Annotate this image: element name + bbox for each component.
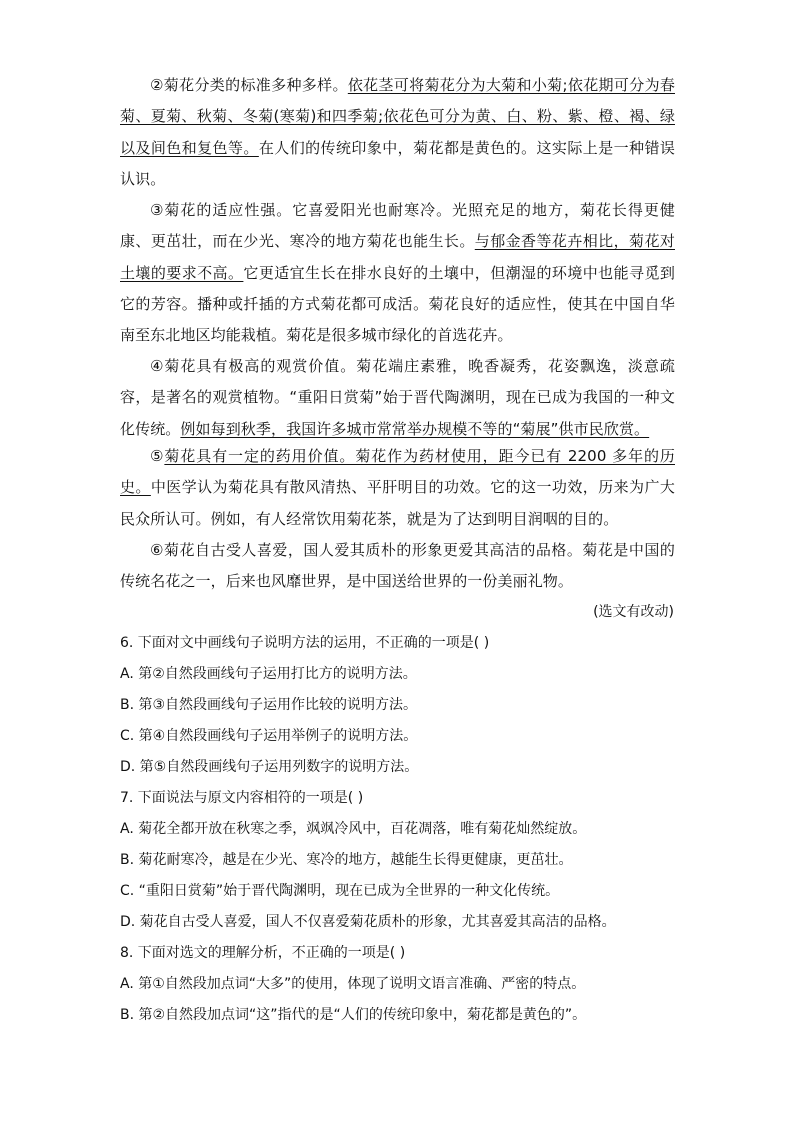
question-6-option-c: C. 第④自然段画线句子运用举例子的说明方法。: [120, 728, 418, 744]
p2-text-2: 在人们的传统印象中，菊花都是黄色的。这实际上是一种错误认识。: [120, 138, 676, 188]
p3-text-2: 它更适宜生长在排水良好的土壤中，但潮湿的环境中也能寻觅到它的芳容。播种或扦插的方式菊花都可成活。菊花良好的适应性，使其在中国自华南至东北地区均能栽植。菊花是很多城市绿化的首选花卉。: [120, 263, 675, 345]
paragraph-4: [120, 351, 675, 445]
paragraph-5: [120, 441, 675, 535]
paragraph-2: [120, 70, 675, 195]
p5-number: ⑤: [150, 447, 165, 465]
p2-text-1: ②菊花分类的标准多种多样。: [150, 76, 348, 94]
p2-underlined-sentence: 依花茎可将菊花分为大菊和小菊;依花期可分为春菊、夏菊、秋菊、冬菊(寒菊)和四季菊;依花色可分为黄、白、粉、紫、橙、褐、绿以及间色和复色等。: [120, 76, 675, 157]
question-6-option-a: A. 第②自然段画线句子运用打比方的说明方法。: [120, 666, 417, 682]
p4-underlined-sentence: 例如每到秋季，我国许多城市常常举办规模不等的“菊展”供市民欣赏。: [180, 419, 650, 438]
question-8-stem: 8. 下面对选文的理解分析，不正确的一项是( ): [120, 945, 406, 961]
question-7-stem: 7. 下面说法与原文内容相符的一项是( ): [120, 790, 364, 806]
question-7-option-b: B. 菊花耐寒冷，越是在少光、寒冷的地方，越能生长得更健康，更茁壮。: [120, 852, 573, 868]
p4-text-1: ④菊花具有极高的观赏价值。菊花端庄素雅，晚香凝秀，花姿飘逸，淡意疏容，是著名的观赏植物。“重阳日赏菊”始于晋代陶渊明，现在已成为我国的一种文化传统。: [120, 357, 675, 438]
question-6-option-b: B. 第③自然段画线句子运用作比较的说明方法。: [120, 697, 418, 713]
question-8-option-a: A. 第①自然段加点词“大多”的使用，体现了说明文语言准确、严密的特点。: [120, 976, 586, 992]
p5-underlined-sentence: 菊花具有一定的药用价值。菊花作为药材使用，距今已有 2200 多年的历史。: [120, 447, 675, 497]
paragraph-6: ⑥菊花自古受人喜爱，国人爱其质朴的形象更爱其高洁的品格。菊花是中国的传统名花之一，后来也风靡世界，是中国送给世界的一份美丽礼物。: [120, 541, 675, 591]
source-note: (选文有改动): [593, 604, 674, 620]
question-7-option-c: C. “重阳日赏菊”始于晋代陶渊明，现在已成为全世界的一种文化传统。: [120, 883, 560, 899]
question-6-option-d: D. 第⑤自然段画线句子运用列数字的说明方法。: [120, 759, 419, 775]
question-7-option-a: A. 菊花全都开放在秋寒之季，飒飒冷风中，百花凋落，唯有菊花灿然绽放。: [120, 821, 587, 837]
question-7-option-d: D. 菊花自古受人喜爱，国人不仅喜爱菊花质朴的形象，尤其喜爱其高洁的品格。: [120, 914, 616, 930]
paragraph-3: [120, 195, 675, 351]
p3-text-1: ③菊花的适应性强。它喜爱阳光也耐寒冷。光照充足的地方，菊花长得更健康、更茁壮，而在少光、寒冷的地方菊花也能生长。: [120, 201, 675, 251]
question-8-option-b: B. 第②自然段加点词“这”指代的是“人们的传统印象中，菊花都是黄色的”。: [120, 1007, 587, 1023]
p5-text: 中医学认为菊花具有散风清热、平肝明目的功效。它的这一功效，历来为广大民众所认可。例如，有人经常饮用菊花茶，就是为了达到明目润咽的目的。: [120, 478, 676, 528]
question-6-stem: 6. 下面对文中画线句子说明方法的运用，不正确的一项是( ): [120, 635, 490, 651]
p3-underlined-sentence: 与郁金香等花卉相比，菊花对土壤的要求不高。: [120, 232, 675, 282]
